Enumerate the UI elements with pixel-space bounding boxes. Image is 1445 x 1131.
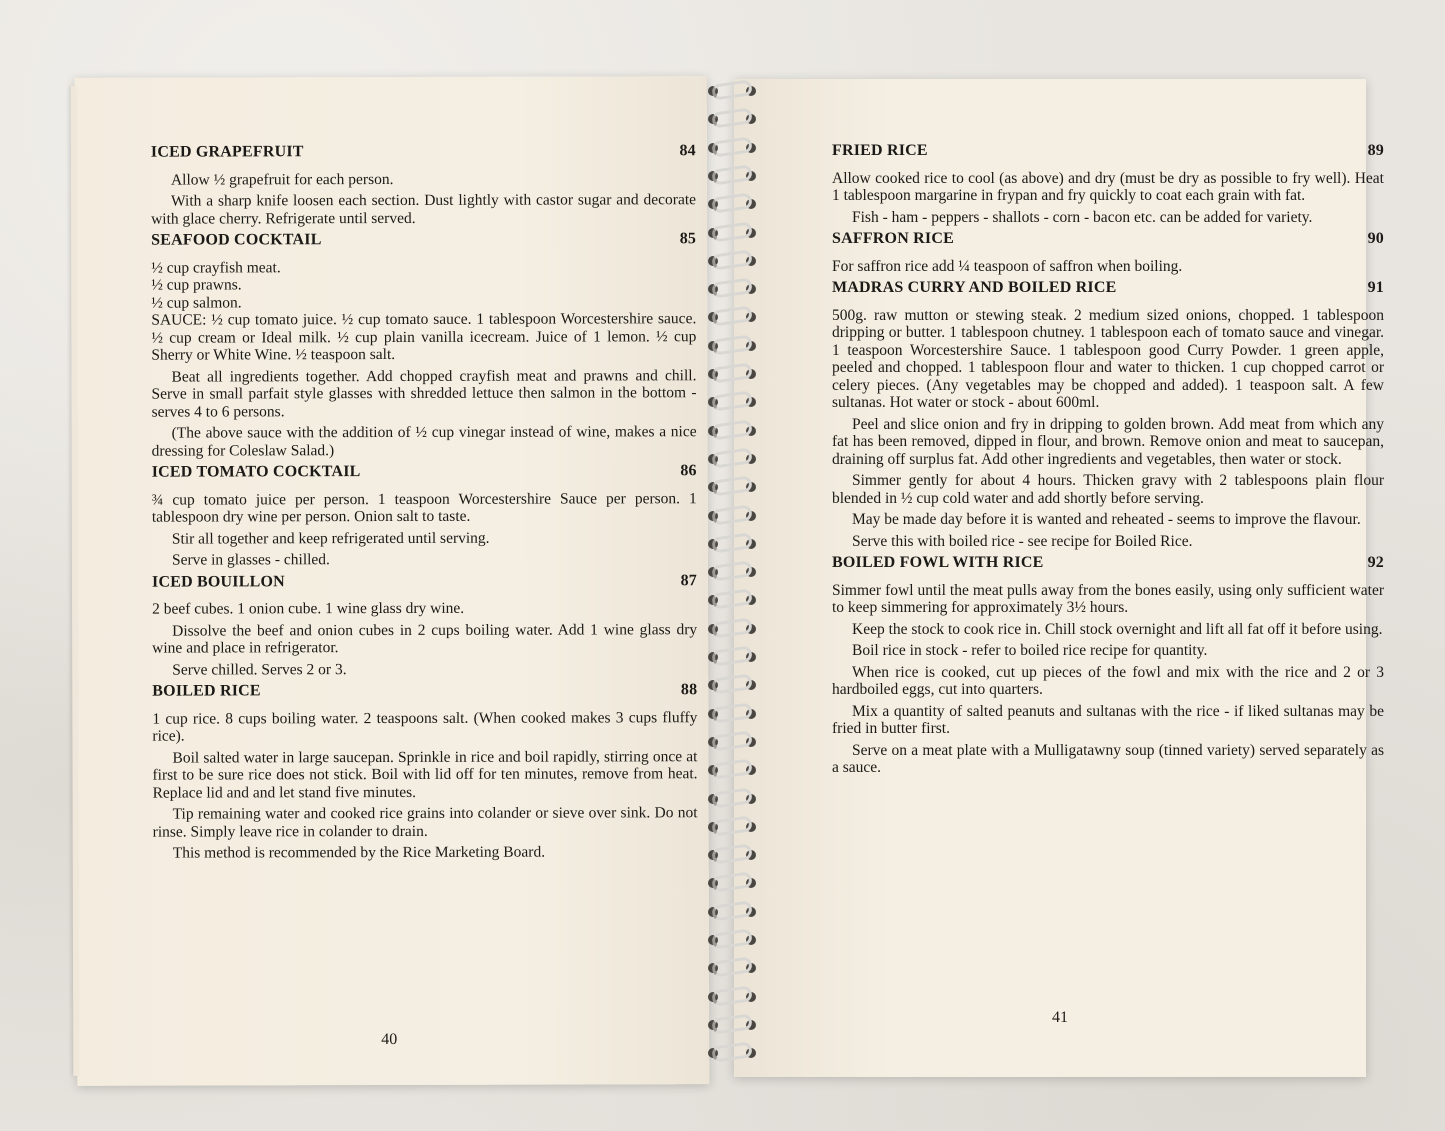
- recipe-title: ICED BOUILLON: [151, 572, 285, 591]
- recipe-text: Mix a quantity of salted peanuts and sultanas with the rice - if liked sultanas may be fried in butter first.: [832, 702, 1384, 737]
- recipe-heading: [832, 279, 1384, 297]
- recipe-saffron-rice: [832, 230, 1384, 275]
- binding-coil: [711, 334, 753, 355]
- recipe-text: 500g. raw mutton or stewing steak. 2 medium sized onions, chopped. 1 tablespoon dripping or butter. 1 tablespoon chutney. 1 tablespoon each of tomato sauce and vinegar. 1 teaspoon Worcestershire Sauce. 1 tablespoon good Curry Powder. 1 green apple, peeled and chopped. 1 tablespoon flour and water to thicken. 1 cup chopped carrot or celery pieces. (Any vegetables may be chopped and added). 1 teaspoon salt. A few sultanas. Hot water or stock - about 600ml.: [832, 306, 1384, 411]
- binding-coil: [711, 758, 753, 779]
- binding-coil: [711, 1041, 753, 1062]
- recipe-text: Allow ½ grapefruit for each person.: [170, 170, 394, 189]
- binding-coil: [711, 164, 753, 185]
- binding-coil: [711, 277, 753, 298]
- recipe-number: 87: [680, 571, 698, 589]
- binding-coil: [711, 815, 753, 836]
- binding-coil: [711, 249, 753, 270]
- recipe-text: Boil rice in stock - refer to boiled rice recipe for quantity.: [852, 642, 1208, 659]
- recipe-heading: [151, 230, 696, 249]
- binding-coil: [711, 79, 753, 100]
- binding-coil: [711, 1013, 753, 1034]
- recipe-text: Peel and slice onion and fry in dripping to golden brown. Add meat from which any fat has been removed, dipped in flour, and brown. Remove onion and meat to saucepan, draining off surplus fat. Add other ingredients and vegetables, then water or stock.: [832, 415, 1384, 468]
- recipe-iced-grapefruit: [151, 142, 696, 227]
- binding-coil: [711, 843, 753, 864]
- binding-coil: [711, 957, 753, 978]
- binding-coil: [711, 560, 753, 581]
- ingredient-line: ½ cup salmon.: [151, 293, 242, 312]
- recipe-title: FRIED RICE: [832, 142, 928, 159]
- left-page: [75, 76, 710, 1086]
- recipe-heading: [152, 572, 697, 591]
- binding-coil: [711, 306, 753, 327]
- recipe-title: BOILED FOWL WITH RICE: [832, 554, 1044, 571]
- recipe-number: 84: [679, 142, 696, 160]
- recipe-iced-bouillon: [152, 572, 697, 679]
- recipe-text: ¾ cup tomato juice per person. 1 teaspoon Worcestershire Sauce per person. 1 tablespoon dry wine per person. Onion salt to taste.: [151, 489, 697, 526]
- recipe-seafood-cocktail: [151, 230, 697, 459]
- recipe-madras-curry: [832, 279, 1384, 550]
- recipe-title: MADRAS CURRY AND BOILED RICE: [832, 279, 1117, 296]
- recipe-number: 88: [680, 681, 698, 699]
- binding-coil: [711, 221, 753, 242]
- recipe-title: SAFFRON RICE: [832, 230, 954, 247]
- spiral-binding: [700, 76, 762, 1076]
- recipe-number: 89: [1367, 142, 1384, 159]
- recipe-number: 92: [1367, 554, 1384, 571]
- recipe-text: Dissolve the beef and onion cubes in 2 cups boiling water. Add 1 wine glass dry wine and place in refrigerator.: [152, 620, 698, 657]
- recipe-boiled-fowl: [832, 554, 1384, 777]
- ingredient-line: ½ cup crayfish meat.: [151, 258, 281, 277]
- recipe-fried-rice: [832, 142, 1384, 226]
- recipe-text: SAUCE: ½ cup tomato juice. ½ cup tomato sauce. 1 tablespoon Worcestershire sauce. ½ cup cream or Ideal milk. ½ cup plain vanilla icecream. Juice of 1 lemon. ½ cup Sherry or White Wine. ½ teaspoon salt.: [151, 310, 697, 364]
- binding-coil: [711, 589, 753, 610]
- binding-coil: [711, 985, 753, 1006]
- binding-coil: [711, 617, 753, 638]
- binding-coil: [711, 928, 753, 949]
- ingredient-line: ½ cup prawns.: [151, 276, 242, 294]
- binding-coil: [711, 419, 753, 440]
- recipe-text: Allow cooked rice to cool (as above) and dry (must be dry as possible to fry well). Heat 1 tablespoon margarine in frypan and fry quickly to coat each grain with fat.: [832, 169, 1384, 204]
- binding-coil: [711, 108, 753, 129]
- recipe-text: Serve in glasses - chilled.: [171, 551, 330, 569]
- recipe-text: 2 beef cubes. 1 onion cube. 1 wine glass dry wine.: [152, 599, 465, 618]
- binding-coil: [711, 136, 753, 157]
- recipe-text: Tip remaining water and cooked rice grains into colander or sieve over sink. Do not rinse. Simply leave rice in colander to drain.: [152, 804, 698, 841]
- recipe-text: May be made day before it is wanted and reheated - seems to improve the flavour.: [852, 511, 1361, 528]
- recipe-title: ICED TOMATO COCKTAIL: [151, 463, 361, 481]
- binding-coil: [711, 872, 753, 893]
- recipe-text: With a sharp knife loosen each section. Dust lightly with castor sugar and decorate with glace cherry. Refrigerate until served.: [151, 191, 697, 228]
- binding-coil: [711, 475, 753, 496]
- right-page: [734, 79, 1384, 1077]
- recipe-text: Simmer fowl until the meat pulls away from the bones easily, using only sufficient water to keep simmering for approximately 3½ hours.: [832, 581, 1384, 616]
- recipe-text: Boil salted water in large saucepan. Sprinkle in rice and boil rapidly, stirring once at first to be sure rice does not stick. Boil with lid off for ten minutes, remove from heat. Replace lid and and let stand five minutes.: [152, 747, 698, 802]
- binding-coil: [711, 362, 753, 383]
- recipe-heading: [832, 142, 1384, 160]
- recipe-number: 91: [1367, 279, 1384, 296]
- recipe-text: For saffron rice add ¼ teaspoon of saffron when boiling.: [832, 257, 1183, 275]
- recipe-heading: [832, 230, 1384, 248]
- recipe-boiled-rice: [152, 681, 697, 862]
- recipe-text: Stir all together and keep refrigerated until serving.: [171, 529, 490, 548]
- recipe-text: (The above sauce with the addition of ½ cup vinegar instead of wine, makes a nice dressing for Coleslaw Salad.): [151, 423, 697, 460]
- binding-coil: [711, 674, 753, 695]
- recipe-number: 86: [680, 462, 697, 480]
- recipe-text: Fish - ham - peppers - shallots - corn - bacon etc. can be added for variety.: [852, 208, 1313, 226]
- recipe-text: Simmer gently for about 4 hours. Thicken gravy with 2 tablespoons plain flour blended in ½ cup cold water and add shortly before serving.: [832, 472, 1384, 507]
- left-page-content: [151, 142, 698, 866]
- recipe-text: Beat all ingredients together. Add chopped crayfish meat and prawns and chill. Serve in small parfait style glasses with shredded lettuce then salmon in the bottom - serves 4 to 6 persons.: [151, 366, 697, 421]
- binding-coil: [711, 730, 753, 751]
- recipe-title: BOILED RICE: [152, 682, 261, 700]
- recipe-text: 1 cup rice. 8 cups boiling water. 2 teaspoons salt. (When cooked makes 3 cups fluffy rice).: [152, 708, 698, 745]
- binding-coil: [711, 532, 753, 553]
- binding-coil: [711, 787, 753, 808]
- binding-coil: [711, 504, 753, 525]
- recipe-text: Keep the stock to cook rice in. Chill stock overnight and lift all fat off it before using.: [852, 620, 1383, 638]
- binding-coil: [711, 447, 753, 468]
- recipe-title: SEAFOOD COCKTAIL: [151, 231, 322, 249]
- recipe-text: Serve chilled. Serves 2 or 3.: [172, 660, 347, 679]
- recipe-heading: [151, 142, 696, 161]
- recipe-iced-tomato-cocktail: [152, 462, 697, 569]
- recipe-text: Serve this with boiled rice - see recipe for Boiled Rice.: [852, 532, 1193, 550]
- binding-coil: [711, 391, 753, 412]
- recipe-heading: [152, 462, 697, 481]
- right-page-content: [832, 142, 1384, 781]
- recipe-heading: [152, 681, 697, 700]
- page-number: 41: [1052, 1009, 1068, 1026]
- recipe-text: When rice is cooked, cut up pieces of the fowl and mix with the rice and 2 or 3 hardboiled eggs, cut into quarters.: [832, 663, 1384, 698]
- page-number: 40: [381, 1030, 398, 1049]
- recipe-text: This method is recommended by the Rice Marketing Board.: [172, 843, 546, 862]
- recipe-number: 85: [679, 230, 697, 248]
- recipe-title: ICED GRAPEFRUIT: [150, 143, 304, 161]
- binding-coil: [711, 702, 753, 723]
- binding-coil: [711, 900, 753, 921]
- binding-coil: [711, 192, 753, 213]
- recipe-text: Serve on a meat plate with a Mulligatawny soup (tinned variety) served separately as a sauce.: [832, 741, 1384, 776]
- binding-coil: [711, 645, 753, 666]
- recipe-heading: [832, 554, 1384, 572]
- recipe-number: 90: [1367, 230, 1384, 247]
